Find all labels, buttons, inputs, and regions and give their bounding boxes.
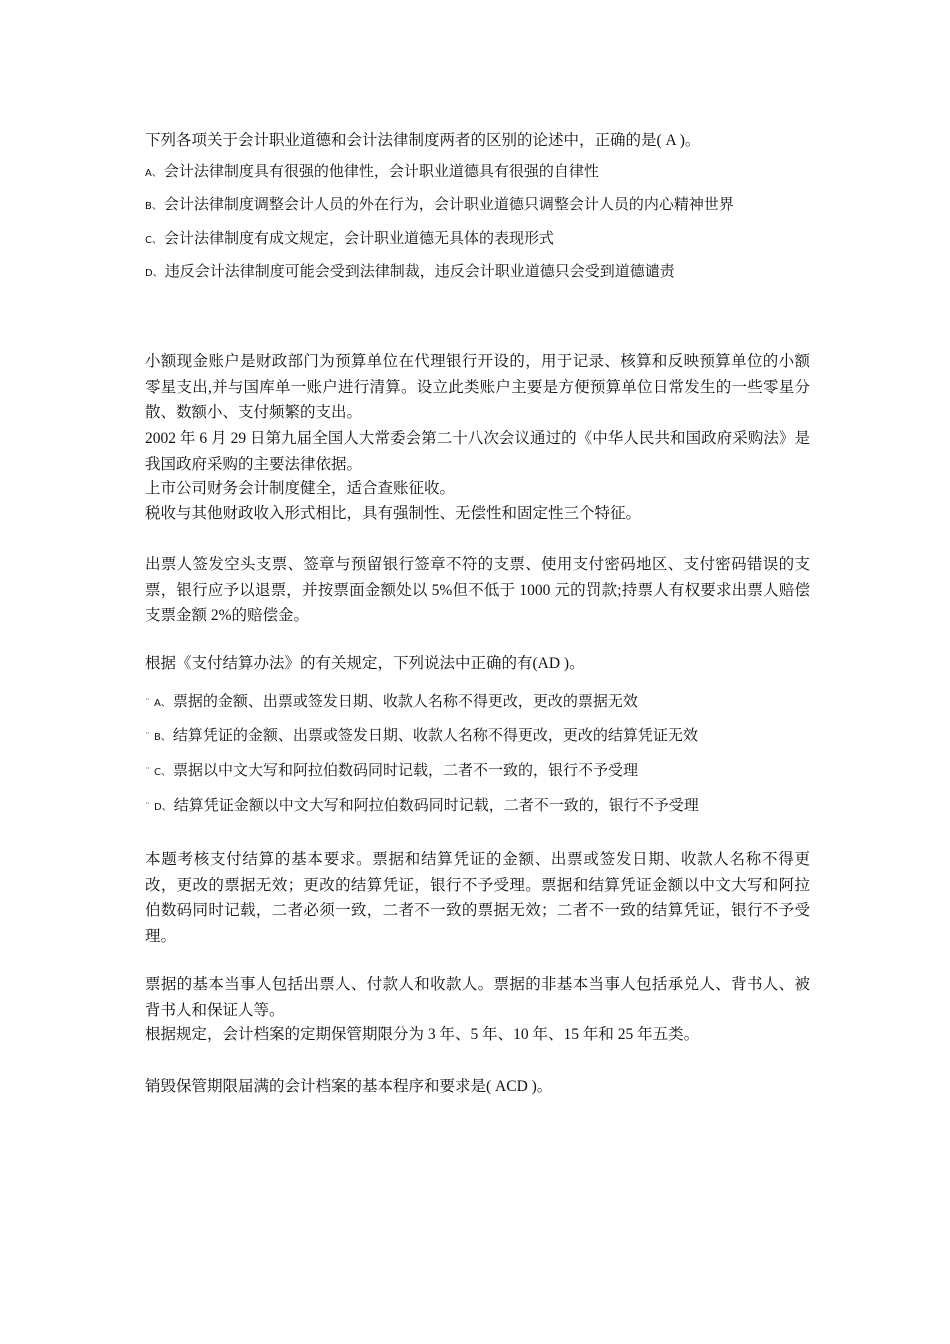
- q2-stem: 根据《支付结算办法》的有关规定，下列说法中正确的有(AD )。: [145, 655, 585, 672]
- option-label: B、: [154, 732, 171, 743]
- option-text: 会计法律制度调整会计人员的外在行为，会计职业道德只调整会计人员的内心精神世界: [163, 195, 734, 213]
- paragraph-bad-check: 出票人签发空头支票、签章与预留银行签章不符的支票、使用支付密码地区、支付密码错误的支票，银行应予以退票，并按票面金额处以 5%但不低于 1000 元的罚款;持票人有权要求出票人赔偿支票金额 2%的赔偿金。: [145, 556, 810, 624]
- q1-option-c: [145, 227, 554, 248]
- option-label: D、: [145, 268, 163, 279]
- q1-option-d: [145, 260, 675, 281]
- list-marker-icon: ¨: [145, 802, 150, 813]
- option-label: B、: [145, 201, 162, 212]
- option-text: 违反会计法律制度可能会受到法律制裁，违反会计职业道德只会受到道德谴责: [164, 262, 675, 280]
- q3-stem: 销毁保管期限届满的会计档案的基本程序和要求是( ACD )。: [145, 1078, 553, 1095]
- option-text: 会计法律制度有成文规定，会计职业道德无具体的表现形式: [163, 229, 554, 247]
- option-label: A、: [154, 698, 171, 709]
- option-text: 结算凭证的金额、出票或签发日期、收款人名称不得更改，更改的结算凭证无效: [172, 726, 698, 744]
- paragraph-note-parties: 票据的基本当事人包括出票人、付款人和收款人。票据的非基本当事人包括承兑人、背书人、被背书人和保证人等。: [145, 976, 810, 1019]
- list-marker-icon: ¨: [145, 767, 150, 778]
- list-marker-icon: ¨: [145, 732, 150, 743]
- option-text: 结算凭证金额以中文大写和阿拉伯数码同时记载，二者不一致的，银行不予受理: [173, 796, 699, 814]
- q2-option-c: [145, 759, 638, 780]
- option-label: C、: [154, 767, 171, 778]
- option-label: D、: [154, 802, 172, 813]
- option-label: A、: [145, 168, 162, 179]
- line-tax-collection: 上市公司财务会计制度健全，适合查账征收。: [145, 480, 456, 497]
- option-text: 票据的金额、出票或签发日期、收款人名称不得更改，更改的票据无效: [172, 692, 638, 710]
- paragraph-explanation: 本题考核支付结算的基本要求。票据和结算凭证的金额、出票或签发日期、收款人名称不得更改，更改的票据无效；更改的结算凭证，银行不予受理。票据和结算凭证金额以中文大写和阿拉伯数码同时记载，二者必须一致，二者不一致的票据无效；二者不一致的结算凭证，银行不予受理。: [145, 851, 810, 945]
- q2-option-a: [145, 690, 638, 711]
- q1-option-b: [145, 193, 734, 214]
- q1-option-a: [145, 160, 599, 181]
- line-tax-features: 税收与其他财政收入形式相比，具有强制性、无偿性和固定性三个特征。: [145, 505, 642, 522]
- option-text: 票据以中文大写和阿拉伯数码同时记载，二者不一致的，银行不予受理: [172, 761, 638, 779]
- paragraph-small-cash-account: 小额现金账户是财政部门为预算单位在代理银行开设的，用于记录、核算和反映预算单位的小额零星支出,并与国库单一账户进行清算。设立此类账户主要是方便预算单位日常发生的一些零星分散、数额小、支付频繁的支出。: [145, 353, 810, 421]
- list-marker-icon: ¨: [145, 698, 150, 709]
- q1-stem: 下列各项关于会计职业道德和会计法律制度两者的区别的论述中，正确的是( A )。: [145, 132, 701, 149]
- paragraph-procurement-law: 2002 年 6 月 29 日第九届全国人大常委会第二十八次会议通过的《中华人民共和国政府采购法》是我国政府采购的主要法律依据。: [145, 430, 810, 473]
- q2-option-d: [145, 794, 699, 815]
- line-archive-periods: 根据规定，会计档案的定期保管期限分为 3 年、5 年、10 年、15 年和 25 年五类。: [145, 1026, 700, 1043]
- option-text: 会计法律制度具有很强的他律性，会计职业道德具有很强的自律性: [163, 162, 599, 180]
- q2-option-b: [145, 724, 698, 745]
- option-label: C、: [145, 235, 162, 246]
